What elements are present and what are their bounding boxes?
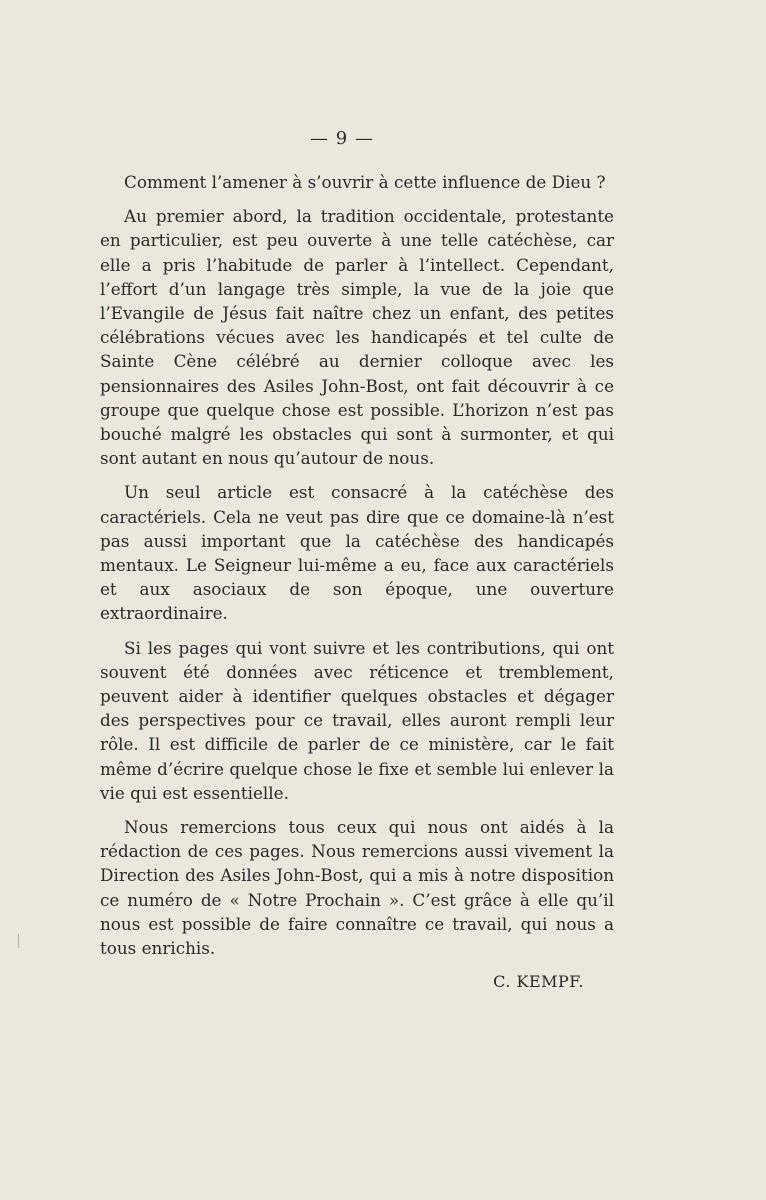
paragraph-5: Nous remercions tous ceux qui nous ont aidés à la rédaction de ces pages. Nous remercions aussi vivement la Direction des Asiles John-Bost, qui a mis à notre disposition ce numéro de « Notre Prochain ». C’est grâce à elle qu’il nous est possible de faire connaître ce travail, qui nous a tous enrichis. <box>100 817 614 959</box>
paragraph-1: Comment l’amener à s’ouvrir à cette influence de Dieu ? <box>124 172 606 192</box>
margin-mark <box>18 934 19 948</box>
paragraph-3: Un seul article est consacré à la catéchèse des caractériels. Cela ne veut pas dire que ce domaine-là n’est pas aussi important que la catéchèse des handicapés mentaux. Le Seigneur lui-même a eu, face aux caractériels et aux asociaux de son époque, une ouverture extraordinaire. <box>100 482 614 624</box>
body-text <box>100 170 614 995</box>
paragraph-2: Au premier abord, la tradition occidentale, protestante en particulier, est peu ouverte à une telle catéchèse, car elle a pris l’habitude de parler à l’intellect. Cependant, l’effort d’un langage très simple, la vue de la joie que l’Evangile de Jésus fait naître chez un enfant, des petites célébrations vécues avec les handicapés et tel culte de Sainte Cène célébré au dernier colloque avec les pensionnaires des Asiles John-Bost, ont fait découvrir à ce groupe que quelque chose est possible. L’horizon n’est pas bouché malgré les obstacles qui sont à surmonter, et qui sont autant en nous qu’autour de nous. <box>100 206 614 469</box>
paragraph-4: Si les pages qui vont suivre et les contributions, qui ont souvent été données avec réticence et tremblement, peuvent aider à identifier quelques obstacles et dégager des perspectives pour ce travail, elles auront rempli leur rôle. Il est difficile de parler de ce ministère, car le fait même d’écrire quelque chose le fixe et semble lui enlever la vie qui est essentielle. <box>100 637 614 803</box>
page-number: — 9 — <box>310 128 374 149</box>
signature: C. KEMPF. <box>493 972 584 992</box>
